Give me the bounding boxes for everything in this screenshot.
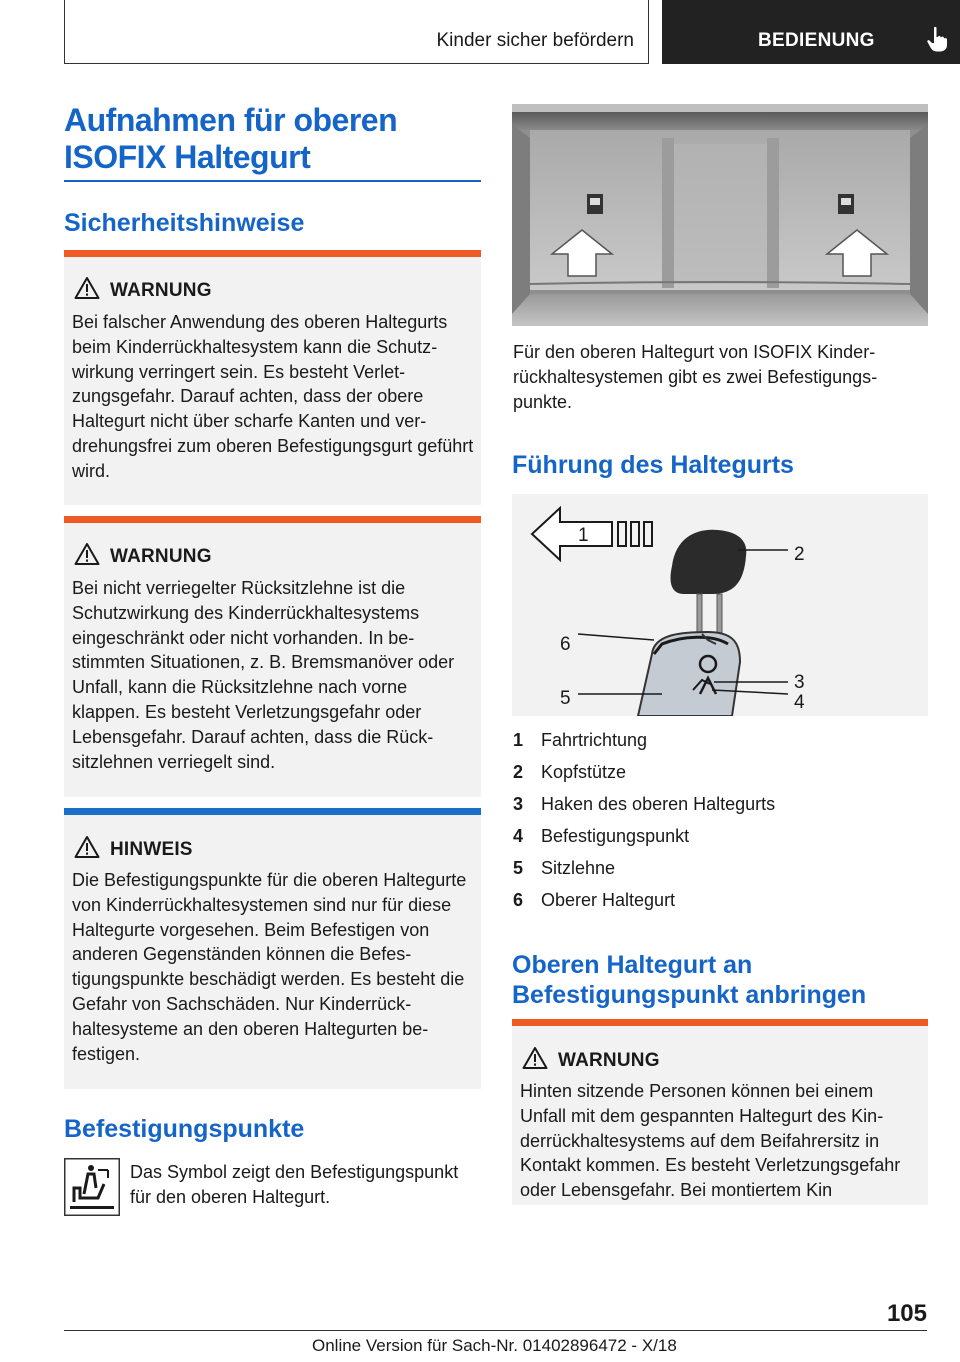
page-title: Aufnahmen für oberen ISOFIX Haltegurt [64, 102, 398, 175]
warning-box-3 [512, 1019, 928, 1205]
befestigung-heading: Befestigungspunkte [64, 1115, 305, 1143]
warning-box-1 [64, 250, 481, 505]
diagram-label-4: 4 [794, 692, 805, 713]
list-item: 2 Kopfstütze [513, 762, 627, 782]
diagram-label-5: 5 [560, 688, 571, 709]
list-item: 6 Oberer Haltegurt [513, 890, 676, 910]
diagram-label-2: 2 [794, 544, 805, 565]
warning-text: Bei falscher Anwendung des oberen Haltegurts beim Kinderrückhaltesystem kann die Schutzwirkung verringert sein. Es besteht Verletzungsgefahr. Darauf achten, dass der obere Haltegurt nicht über scharfe Kanten und verdrehungsfrei zum oberen Befestigungsgurt geführt wird. [72, 312, 474, 481]
warning-label: WARNUNG [110, 280, 212, 301]
belt-routing-diagram [512, 494, 928, 716]
hand-pointer-icon [926, 26, 948, 52]
footer-rule [64, 1330, 927, 1331]
warning-triangle-icon [74, 835, 100, 859]
warning-bar [64, 250, 481, 257]
warning-bar [64, 516, 481, 523]
header-section-title: Kinder sicher befördern [436, 30, 634, 51]
title-rule [64, 180, 481, 182]
diagram-label-3: 3 [794, 672, 805, 693]
diagram-label-1: 1 [578, 525, 589, 546]
list-item: 1 Fahrtrichtung [513, 730, 648, 750]
notice-label: HINWEIS [110, 839, 193, 860]
cargo-area-photo [512, 104, 928, 326]
list-item: 5 Sitzlehne [513, 858, 616, 878]
warning-text: Hinten sitzende Personen können bei einem Unfall mit dem gespannten Haltegurt des Kinderrückhaltesystems auf dem Beifahrersitz in Kontakt kommen. Es besteht Verletzungsgefahr oder Lebensgefahr. Bei montiertem Kin [520, 1081, 901, 1201]
warning-triangle-icon [74, 276, 100, 300]
befestigung-text: Das Symbol zeigt den Befestigungspunkt für den oberen Haltegurt. [130, 1162, 459, 1207]
notice-text: Die Befestigungspunkte für die oberen Haltegurte von Kinderrückhaltesystemen sind nur für diese Haltegurte vorgesehen. Beim Befestigen von anderen Gegenständen können die Befestigungspunkte beschädigt werden. Es besteht die Gefahr von Sachschäden. Nur Kinderrückhaltesysteme an den oberen Haltegurten befestigen. [72, 870, 467, 1064]
anbringen-heading: Oberen Haltegurt an Befestigungspunkt anbringen [512, 951, 867, 1009]
photo-caption: Für den oberen Haltegurt von ISOFIX Kinderrückhaltesystemen gibt es zwei Befestigungspunkte. [513, 342, 878, 412]
diagram-legend [513, 728, 775, 920]
fuehrung-heading: Führung des Haltegurts [512, 451, 794, 479]
header-chapter-title: BEDIENUNG [758, 30, 875, 51]
warning-bar [512, 1019, 928, 1026]
warning-triangle-icon [522, 1046, 548, 1070]
notice-box [64, 808, 481, 1089]
list-item: 3 Haken des oberen Haltegurts [513, 794, 776, 814]
warning-box-2 [64, 516, 481, 797]
footer-online-version: Online Version für Sach-Nr. 01402896472 - X/18 [312, 1336, 677, 1355]
warning-label: WARNUNG [110, 546, 212, 567]
page-number: 105 [886, 1300, 927, 1327]
safety-heading: Sicherheitshinweise [64, 209, 305, 237]
warning-text: Bei nicht verriegelter Rücksitzlehne ist die Schutzwirkung des Kinderrückhaltesystems eingeschränkt oder nicht vorhanden. In bestimmten Situationen, z. B. Bremsmanöver oder Unfall, kann die Rücksitzlehne nach vorne klappen. Es besteht Verletzungsgefahr oder Lebensgefahr. Darauf achten, dass die Rücksitzlehnen verriegelt sind. [72, 578, 455, 772]
warning-label: WARNUNG [558, 1050, 660, 1071]
header-chapter [662, 0, 960, 64]
warning-triangle-icon [74, 542, 100, 566]
isofix-anchor-icon [64, 1158, 120, 1216]
diagram-label-6: 6 [560, 634, 571, 655]
list-item: 4 Befestigungspunkt [513, 826, 690, 846]
notice-bar [64, 808, 481, 815]
header-section [64, 0, 649, 64]
